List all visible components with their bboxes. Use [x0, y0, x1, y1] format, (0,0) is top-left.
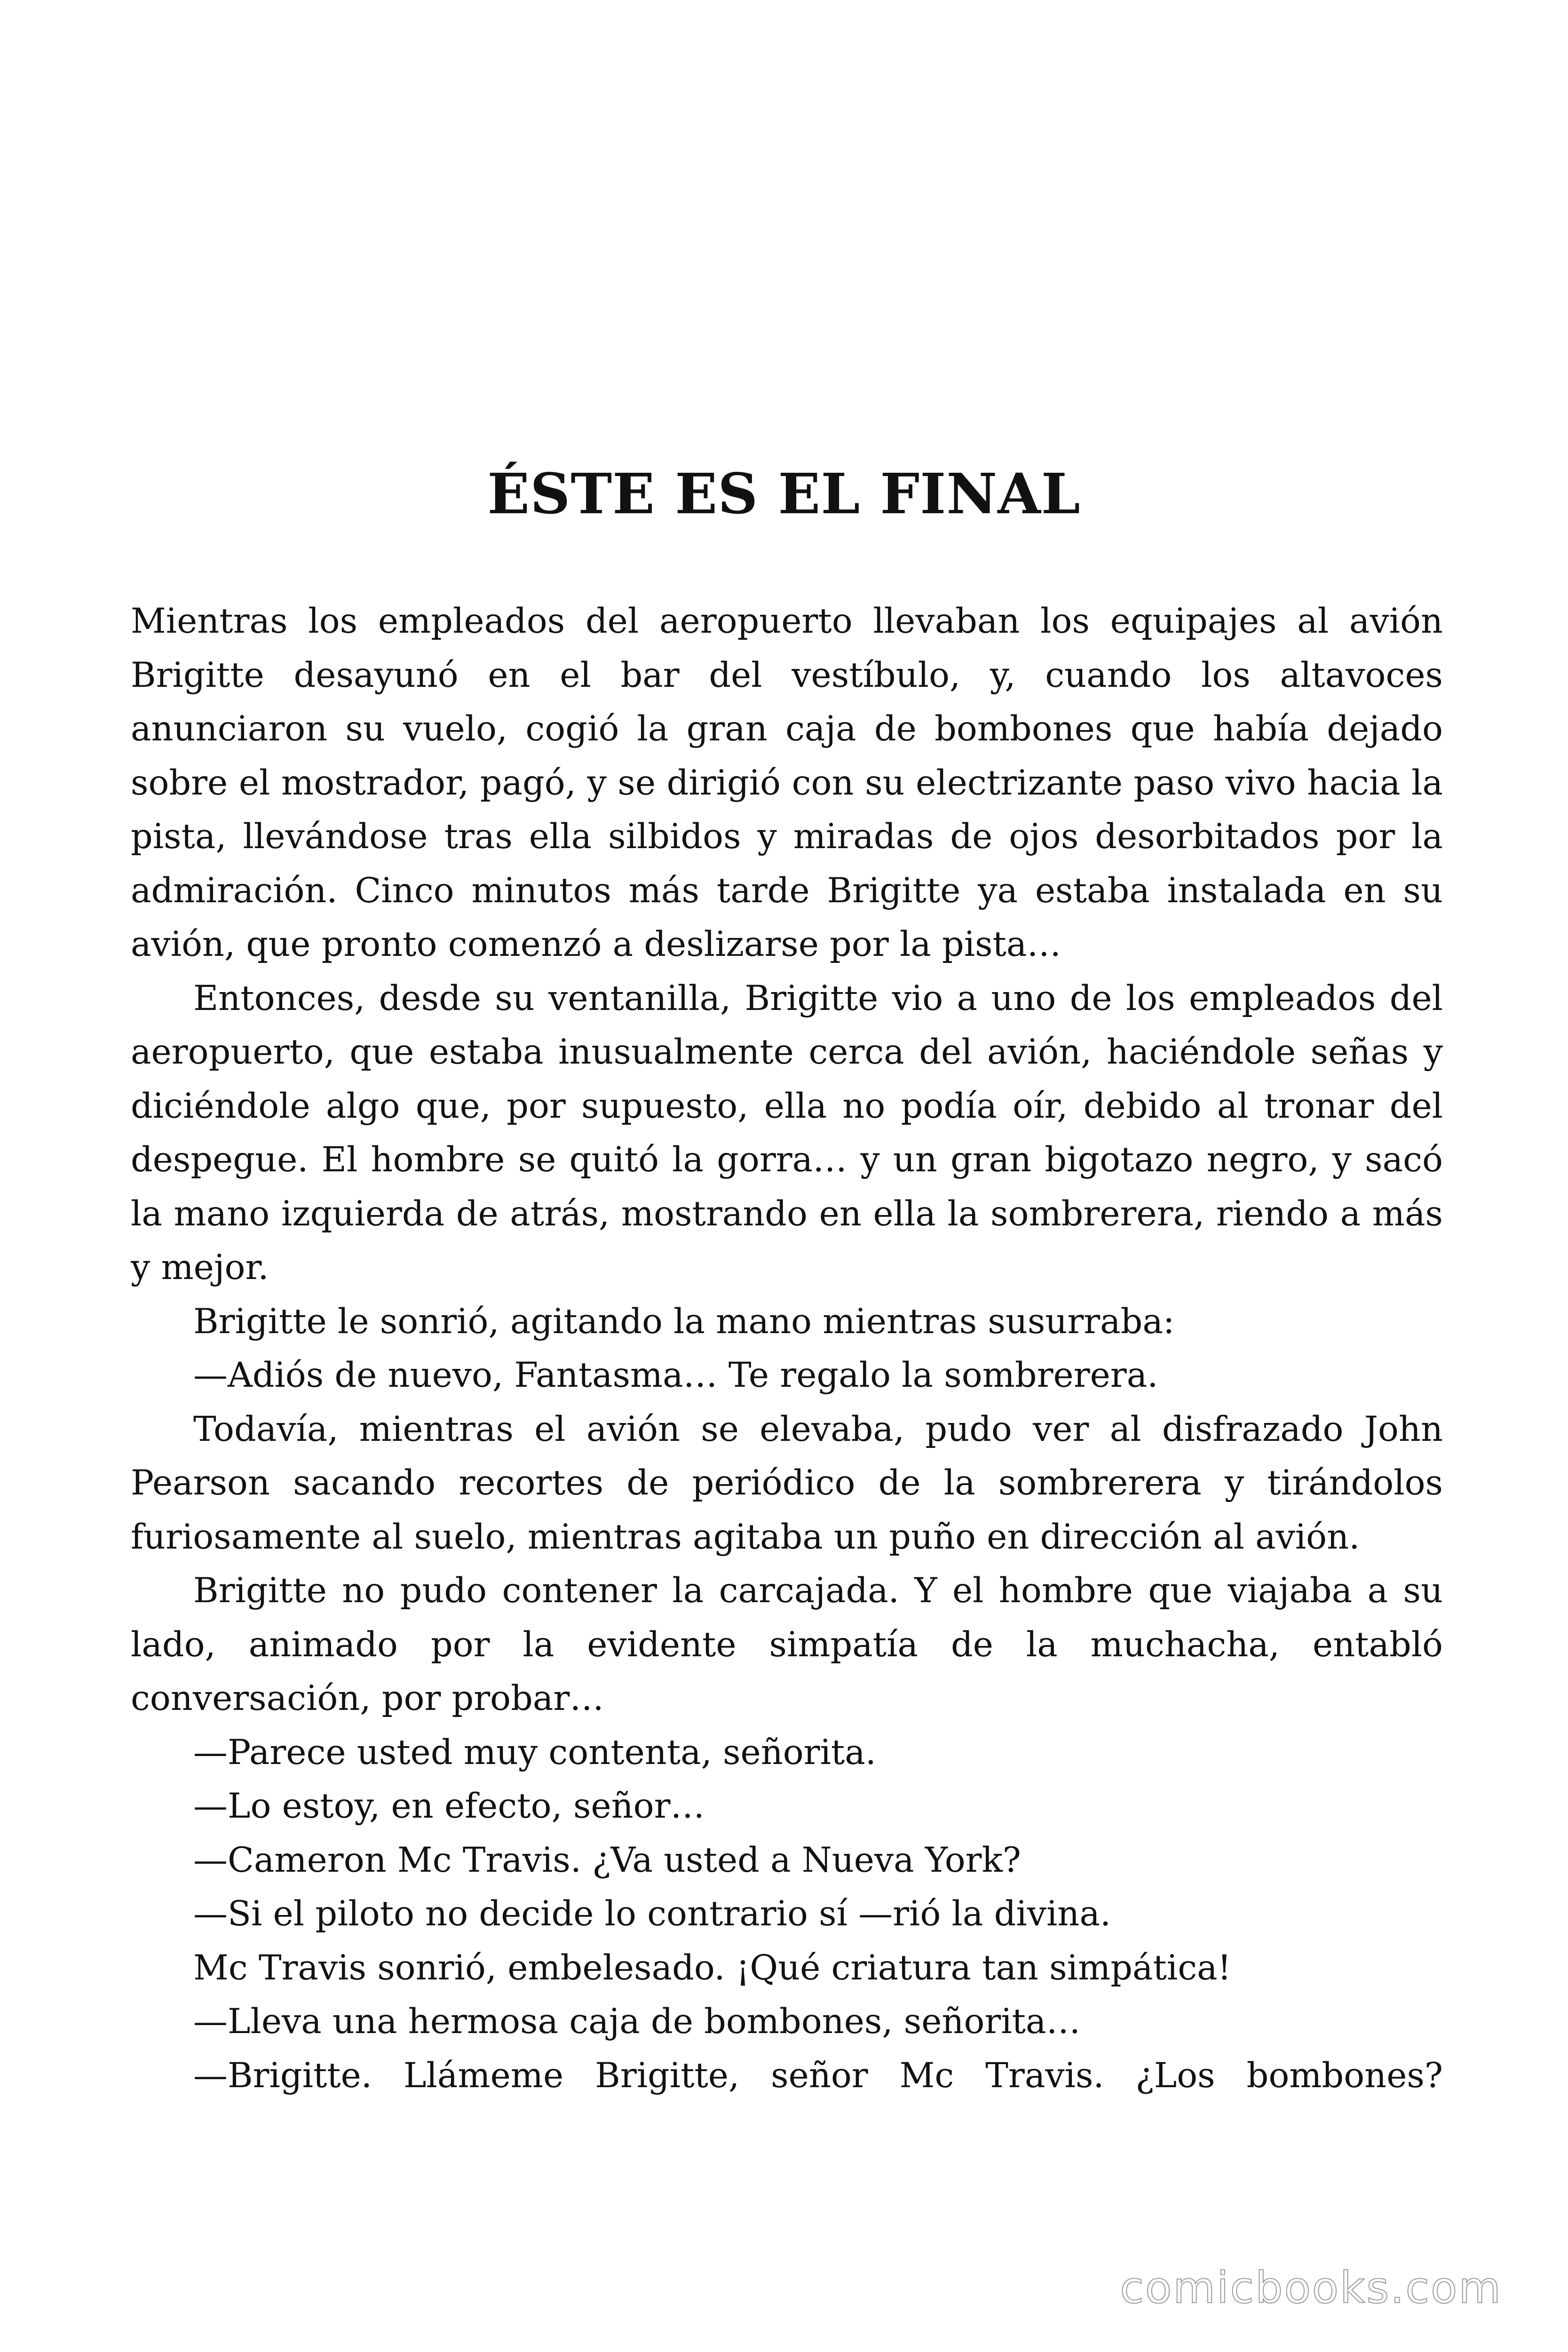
chapter-title: ÉSTE ES EL FINAL — [487, 461, 1081, 526]
dialogue-line-6: —Lleva una hermosa caja de bombones, señorita… — [193, 2002, 1081, 2042]
paragraph-3: Brigitte le sonrió, agitando la mano mientras susurraba: — [193, 1301, 1175, 1342]
dialogue-line-3: —Lo estoy, en efecto, señor… — [193, 1786, 705, 1826]
dialogue-line-1: —Adiós de nuevo, Fantasma… Te regalo la sombrerera. — [193, 1355, 1158, 1395]
dialogue-line-4: —Cameron Mc Travis. ¿Va usted a Nueva York? — [193, 1840, 1021, 1880]
dialogue-line-5: —Si el piloto no decide lo contrario sí —rió la divina. — [193, 1894, 1111, 1934]
paragraph-6: Mc Travis sonrió, embelesado. ¡Qué criatura tan simpática! — [193, 1947, 1231, 1988]
paragraph-4: Todavía, mientras el avión se elevaba, pudo ver al disfrazado John Pearson sacando recortes de periódico de la sombrerera y tirándolos furiosamente al suelo, mientras agitaba un puño en dirección al avión. — [131, 1409, 1443, 1557]
watermark-text: comicbooks.com — [1120, 2263, 1502, 2313]
paragraph-5: Brigitte no pudo contener la carcajada. Y el hombre que viajaba a su lado, animado por la evidente simpatía de la muchacha, entabló conversación, por probar… — [131, 1571, 1443, 1718]
paragraph-2: Entonces, desde su ventanilla, Brigitte vio a uno de los empleados del aeropuerto, que estaba inusualmente cerca del avión, haciéndole señas y diciéndole algo que, por supuesto, ella no podía oír, debido al tronar del despegue. El hombre se quitó la gorra… y un gran bigotazo negro, y sacó la mano izquierda de atrás, mostrando en ella la sombrerera, riendo a más y mejor. — [131, 978, 1443, 1287]
chapter-body — [131, 595, 1443, 2103]
dialogue-line-7: —Brigitte. Llámeme Brigitte, señor Mc Travis. ¿Los bombones? — [193, 2055, 1443, 2096]
dialogue-line-2: —Parece usted muy contenta, señorita. — [193, 1732, 876, 1772]
paragraph-1: Mientras los empleados del aeropuerto llevaban los equipajes al avión Brigitte desayunó en el bar del vestíbulo, y, cuando los altavoces anunciaron su vuelo, cogió la gran caja de bombones que había dejado sobre el mostrador, pagó, y se dirigió con su electrizante paso vivo hacia la pista, llevándose tras ella silbidos y miradas de ojos desorbitados por la admiración. Cinco minutos más tarde Brigitte ya estaba instalada en su avión, que pronto comenzó a deslizarse por la pista… — [131, 601, 1443, 964]
